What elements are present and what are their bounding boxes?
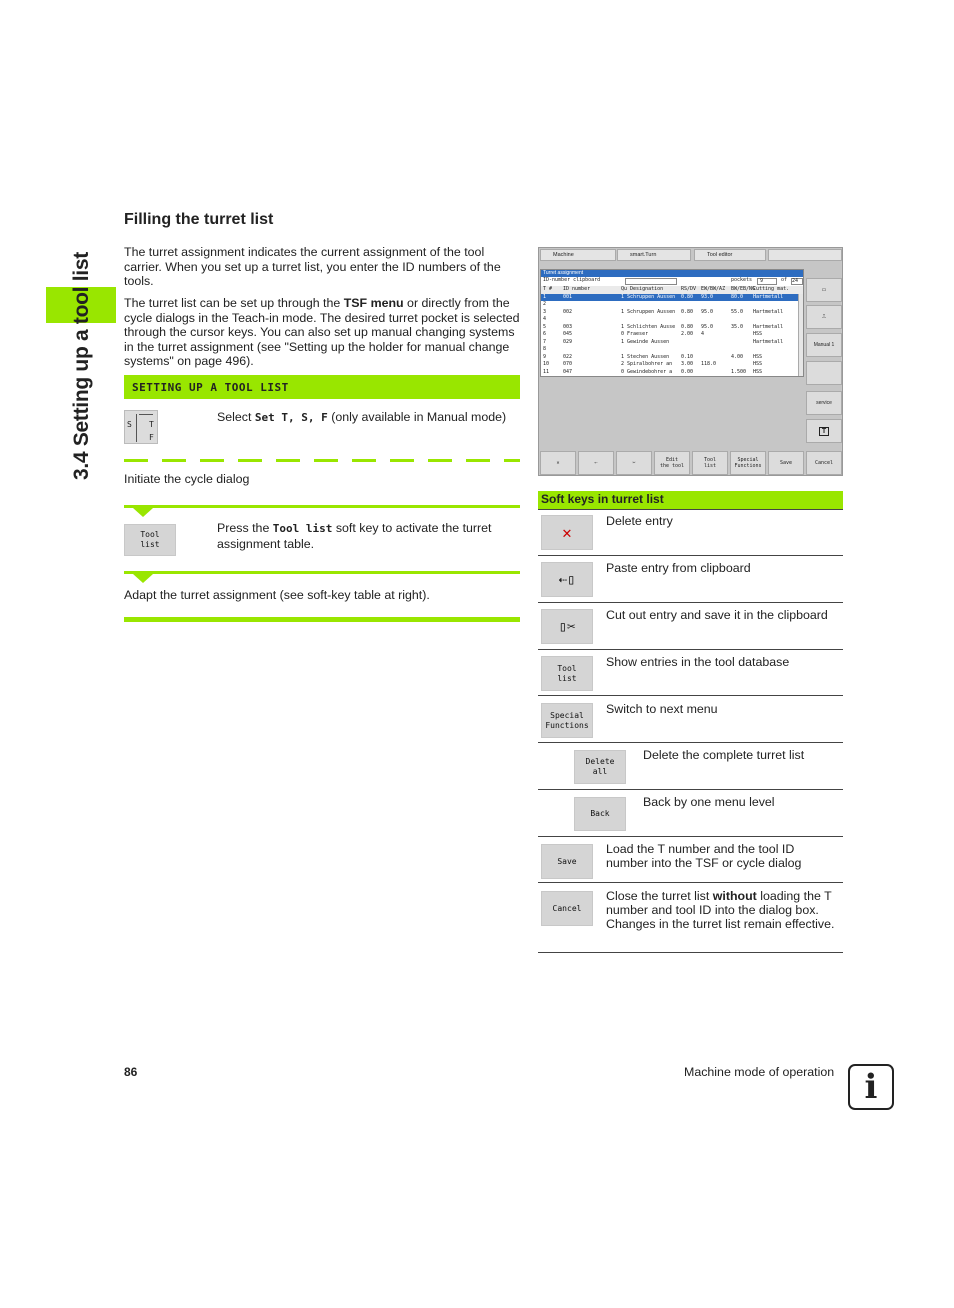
cancel-softkey: Cancel	[541, 891, 593, 926]
cut-entry-icon: ▯✂	[541, 609, 593, 644]
clipboard-field	[625, 278, 677, 285]
panel-title: Turret assignment	[541, 270, 803, 277]
delete-entry-icon: ✕	[540, 451, 576, 475]
bottom-key-cancel: Cancel	[806, 451, 842, 475]
arrow-down-icon	[133, 574, 153, 583]
softkey-desc: Switch to next menu	[606, 702, 718, 716]
tool-list-softkey: Tool list	[124, 524, 176, 556]
side-key-manual: Manual 1	[806, 333, 842, 357]
table-row[interactable]: 1 001 1 Schruppen Aussen 0.80 93.0 80.0 Hartmetall	[541, 294, 803, 302]
tab-empty	[768, 249, 842, 261]
chapter-title: Machine mode of operation	[684, 1065, 835, 1079]
table-rule	[538, 836, 843, 837]
procedure-end-bar	[124, 617, 520, 622]
softkey-desc: Show entries in the tool database	[606, 655, 790, 669]
intro-paragraph: The turret assignment indicates the current assignment of the tool carrier. When you set up a turret list, you enter the ID numbers of the tools.	[124, 245, 501, 289]
table-rule	[538, 742, 843, 743]
table-rule	[538, 952, 843, 953]
step-press-tool-list: Press the Tool list soft key to activate the turret assignment table.	[217, 521, 492, 551]
info-icon: i	[848, 1064, 894, 1110]
dashed-divider	[124, 459, 520, 462]
softkey-desc: Delete the complete turret list	[643, 748, 805, 762]
step-select-tsf: Select Set T, S, F (only available in Manual mode)	[217, 410, 507, 424]
bottom-key-edit-tool: Edit the tool	[654, 451, 690, 475]
table-row[interactable]: 3 002 1 Schruppen Aussen 0.80 95.0 55.0 Hartmetall	[543, 308, 784, 315]
table-row[interactable]: 7 029 1 Gewinde Aussen Hartmetall	[543, 338, 784, 345]
softkey-desc: Paste entry from clipboard	[606, 561, 751, 575]
delete-all-softkey: Delete all	[574, 750, 626, 784]
table-rule	[538, 695, 843, 696]
turret-assignment-screenshot	[538, 247, 843, 476]
step-adapt-assignment: Adapt the turret assignment (see soft-key table at right).	[124, 588, 430, 602]
tab-tool-editor: Tool editor	[694, 249, 766, 261]
table-rule	[538, 882, 843, 883]
side-key-service: service	[806, 391, 842, 415]
softkey-desc: Load the T number and the tool ID number into the TSF or cycle dialog	[606, 842, 802, 871]
table-row[interactable]: 8	[543, 346, 547, 352]
table-rule	[538, 555, 843, 556]
table-rule	[538, 789, 843, 790]
table-row[interactable]: 5 003 1 Schlichten Ausse 0.80 95.0 35.0 Hartmetall	[543, 323, 784, 330]
tab-smart-turn: smart.Turn	[617, 249, 691, 261]
cut-entry-icon: ✂	[616, 451, 652, 475]
tool-list-softkey: Tool list	[541, 656, 593, 691]
procedure-title: SETTING UP A TOOL LIST	[124, 375, 520, 399]
table-rule	[538, 602, 843, 603]
paste-entry-icon: ⇠	[578, 451, 614, 475]
sidebar-section-title: 3.4 Setting up a tool list	[70, 252, 93, 480]
softkey-desc: Delete entry	[606, 514, 673, 528]
table-header: T # ID number Qu Designation RS/DV EW/BW/AZ BW/EB/NG Cutting mat.	[541, 286, 803, 294]
side-key-turret-icon: ▭	[806, 278, 842, 302]
table-row[interactable]: 6 045 0 Fraeser 2.00 4 HSS	[543, 331, 763, 337]
table-row[interactable]: 11 047 0 Gewindebohrer a 0.00 1.500 HSS	[543, 368, 763, 375]
turret-list-paragraph: The turret list can be set up through the TSF menu or directly from the cycle dialogs in the Teach-in mode. The desired turret pocket is selected through the cursor keys. You can also set up manual changing systems in the turret assignment (see "Setting up the holder for manual change systems" on page 496).	[124, 296, 520, 369]
table-rule	[538, 649, 843, 650]
table-row[interactable]: 9 022 1 Stechen Aussen 0.10 4.00 HSS	[543, 353, 763, 360]
table-row[interactable]: 4	[543, 316, 547, 322]
clipboard-row: ID-number clipboard pockets 9 of 24	[541, 277, 803, 286]
side-key-empty	[806, 361, 842, 385]
turret-table-panel	[540, 269, 804, 377]
delete-entry-icon: ✕	[541, 515, 593, 550]
table-scrollbar	[798, 294, 803, 376]
back-softkey: Back	[574, 797, 626, 831]
step-divider	[124, 505, 520, 508]
section-heading: Filling the turret list	[124, 211, 274, 228]
bottom-key-special-functions: Special Functions	[730, 451, 766, 475]
special-functions-softkey: Special Functions	[541, 703, 593, 738]
step-divider	[124, 571, 520, 574]
table-rule	[538, 509, 843, 510]
arrow-down-icon	[133, 508, 153, 517]
save-softkey: Save	[541, 844, 593, 879]
turret-rows	[541, 294, 803, 377]
softkey-table-title: Soft keys in turret list	[538, 491, 843, 509]
paste-entry-icon: ⇠▯	[541, 562, 593, 597]
table-row[interactable]: 10 070 2 Spiralbohrer an 3.00 118.0 HSS	[543, 361, 763, 367]
softkey-desc: Cut out entry and save it in the clipboard	[606, 608, 828, 622]
softkey-desc: Back by one menu level	[643, 795, 775, 809]
tab-machine: Machine	[540, 249, 616, 261]
step-initiate-dialog: Initiate the cycle dialog	[124, 472, 250, 486]
side-key-t-icon: T	[806, 419, 842, 443]
page-number: 86	[124, 1065, 138, 1079]
softkey-desc: Close the turret list without loading the T number and tool ID into the dialog box. Changes in the turret list remain effective.	[606, 889, 835, 932]
side-key-tool-icon: ⎍	[806, 305, 842, 329]
table-row[interactable]: 2	[543, 301, 547, 307]
bottom-key-save: Save	[768, 451, 804, 475]
set-tsf-icon: S T F	[124, 410, 158, 444]
bottom-key-tool-list: Tool list	[692, 451, 728, 475]
